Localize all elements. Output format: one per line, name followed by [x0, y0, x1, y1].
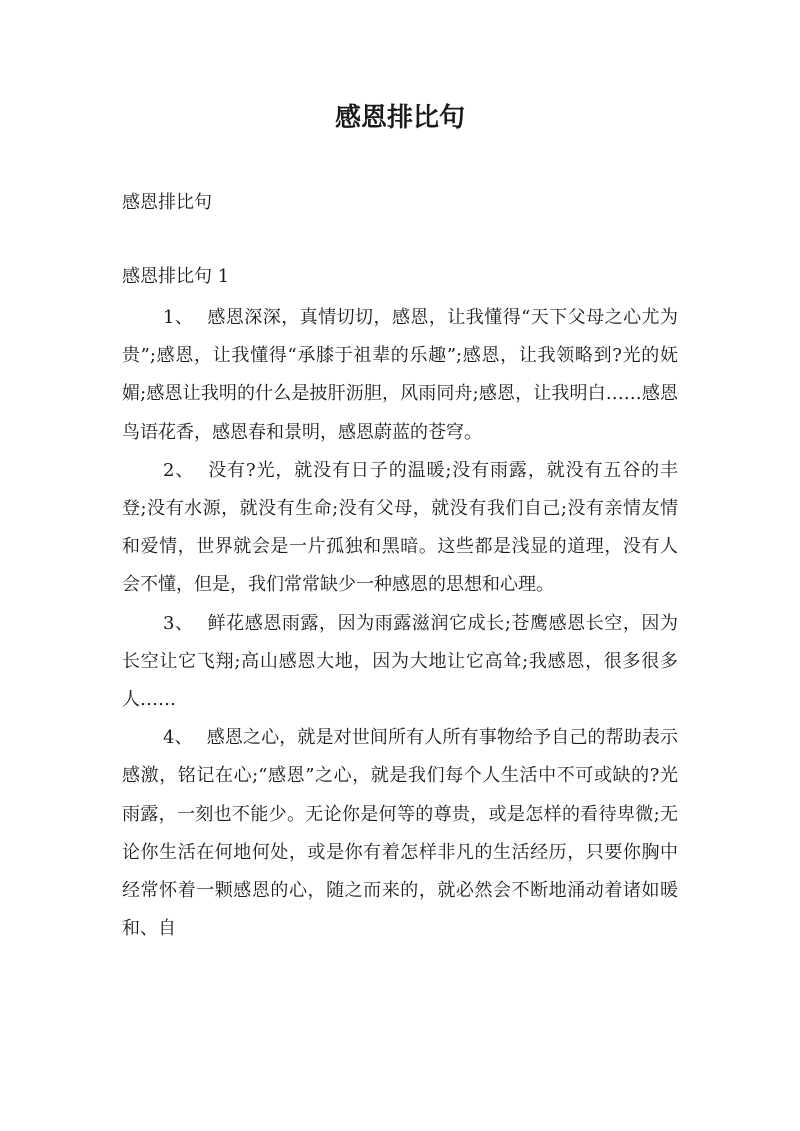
- paragraph-number: 3、: [163, 612, 194, 634]
- paragraph-text: 感恩深深，真情切切，感恩，让我懂得“天下父母之心尤为贵”;感恩，让我懂得“承膝于祖辈的乐趣”;感恩，让我领略到?光的妩媚;感恩让我明的什么是披肝沥胆，风雨同舟;感恩，让我明白……感恩鸟语花香，感恩春和景明，感恩蔚蓝的苍穹。: [122, 307, 679, 443]
- paragraph-3: [122, 605, 678, 720]
- paragraph-number: 4、: [163, 727, 193, 749]
- paragraph-2: [122, 452, 678, 605]
- paragraph-text: 鲜花感恩雨露，因为雨露滋润它成长;苍鹰感恩长空，因为长空让它飞翔;高山感恩大地，因为大地让它高耸;我感恩，很多很多人……: [122, 612, 679, 711]
- document-title: 感恩排比句: [334, 103, 465, 133]
- paragraph-number: 2、: [163, 459, 195, 481]
- document-subtitle: 感恩排比句: [122, 192, 212, 213]
- paragraph-number: 1、: [163, 307, 194, 328]
- paragraph-1: [122, 299, 678, 452]
- paragraph-text: 感恩之心，就是对世间所有人所有事物给予自己的帮助表示感激，铭记在心;“感恩”之心，就是我们每个人生活中不可或缺的?光雨露，一刻也不能少。无论你是何等的尊贵，或是怎样的看待卑微;无论你生活在何地何处，或是你有着怎样非凡的生活经历，只要你胸中经常怀着一颗感恩的心，随之而来的，就必然会不断地涌动着诸如暖和、自: [122, 727, 679, 940]
- document-body: [122, 299, 678, 948]
- section-heading: 感恩排比句 1: [122, 266, 230, 287]
- paragraph-text: 没有?光，就没有日子的温暖;没有雨露，就没有五谷的丰登;没有水源，就没有生命;没有父母，就没有我们自己;没有亲情友情和爱情，世界就会是一片孤独和黑暗。这些都是浅显的道理，没有人会不懂，但是，我们常常缺少一种感恩的思想和心理。: [122, 459, 678, 596]
- paragraph-4: [122, 719, 678, 948]
